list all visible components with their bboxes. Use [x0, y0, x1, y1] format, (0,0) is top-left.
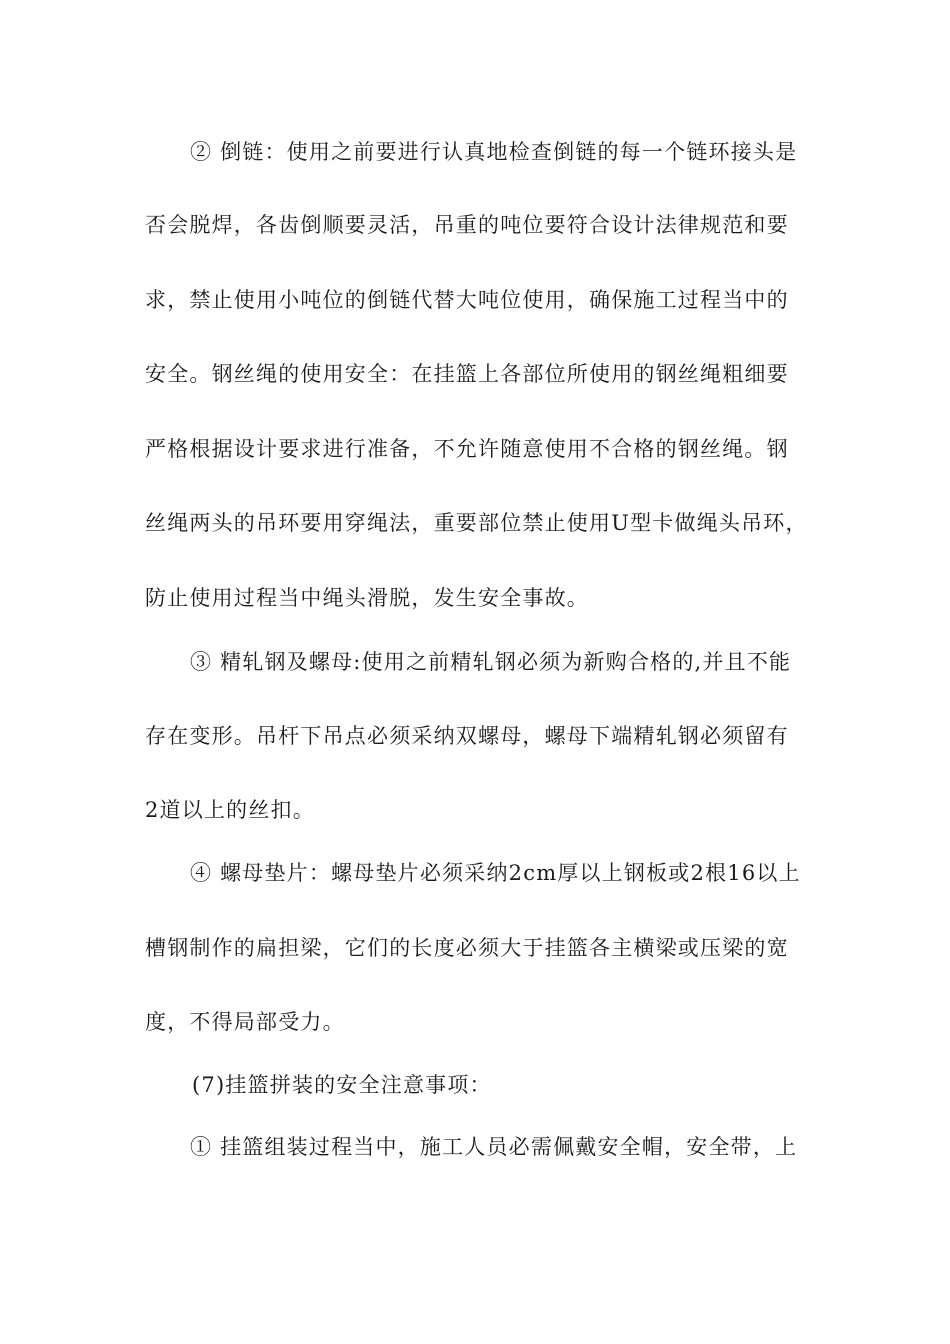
paragraph-line: ③ 精轧钢及螺母:使用之前精轧钢必须为新购合格的,并且不能 — [190, 650, 792, 674]
section-heading: (7)挂篮拼装的安全注意事项： — [192, 1073, 492, 1097]
paragraph-line: 否会脱焊，各齿倒顺要灵活，吊重的吨位要符合设计法律规范和要 — [145, 213, 789, 237]
paragraph-line: ① 挂篮组装过程当中，施工人员必需佩戴安全帽，安全带，上 — [190, 1135, 798, 1159]
paragraph-line: 安全。钢丝绳的使用安全：在挂篮上各部位所使用的钢丝绳粗细要 — [145, 362, 789, 386]
paragraph-line: 槽钢制作的扁担梁，它们的长度必须大于挂篮各主横梁或压梁的宽 — [145, 936, 789, 960]
paragraph-line: 度，不得局部受力。 — [145, 1010, 345, 1034]
paragraph-line: 存在变形。吊杆下吊点必须采纳双螺母，螺母下端精轧钢必须留有 — [145, 724, 789, 748]
paragraph-line: 2道以上的丝扣。 — [145, 798, 315, 822]
paragraph-line: 丝绳两头的吊环要用穿绳法，重要部位禁止使用U型卡做绳头吊环， — [145, 511, 808, 535]
paragraph-line: 严格根据设计要求进行准备，不允许随意使用不合格的钢丝绳。钢 — [145, 437, 789, 461]
paragraph-line: 求，禁止使用小吨位的倒链代替大吨位使用，确保施工过程当中的 — [145, 288, 789, 312]
paragraph-line: ④ 螺母垫片：螺母垫片必须采纳2cm厚以上钢板或2根16以上 — [190, 861, 801, 885]
paragraph-line: 防止使用过程当中绳头滑脱，发生安全事故。 — [145, 586, 589, 610]
paragraph-line: ② 倒链：使用之前要进行认真地检查倒链的每一个链环接头是 — [190, 140, 798, 164]
